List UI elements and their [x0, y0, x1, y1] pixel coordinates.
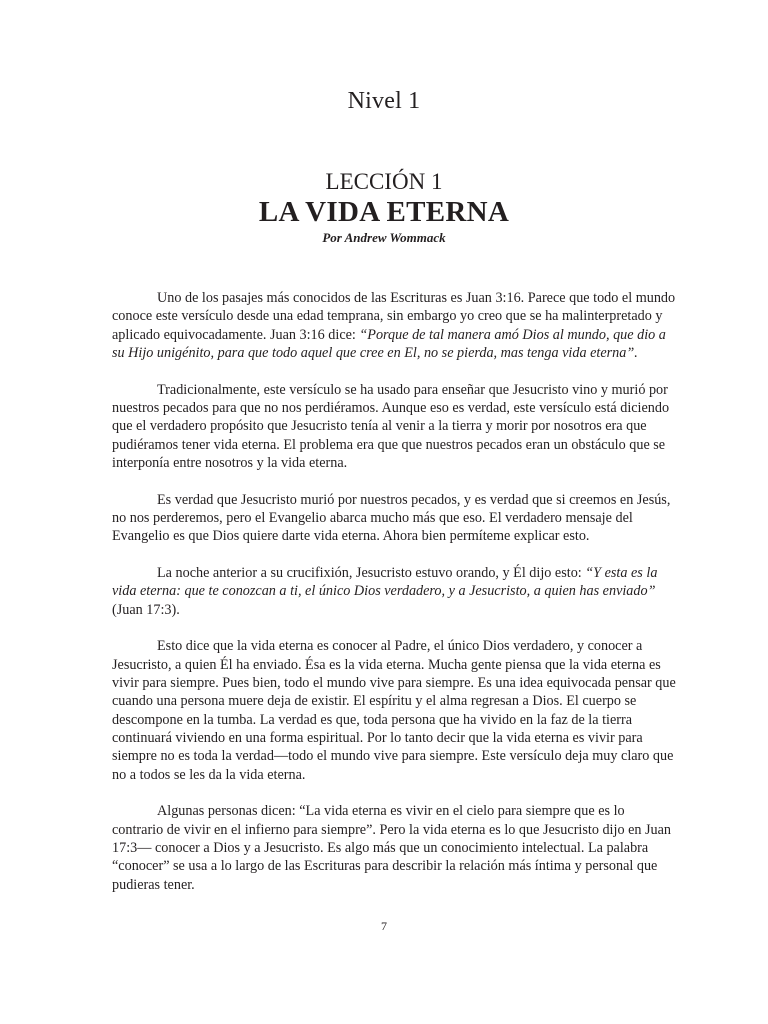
paragraph-1-quote: “Porque de tal manera amó Dios al mundo, que dio a su Hijo unigénito, para que todo aquel que cree en El, no se pierda, mas tenga vida eterna”. [112, 326, 666, 361]
paragraph-4 [112, 564, 679, 619]
lesson-title: LA VIDA ETERNA [258, 196, 510, 228]
paragraph-5-text: Esto dice que la vida eterna es conocer al Padre, el único Dios verdadero, y conocer a Jesucristo, a quien Él ha enviado. Ésa es la vida eterna. Mucha gente piensa que la vida eterna es vivir para siempre. Pues bien, todo el mundo vive para siempre. Es una idea equivocada pensar que cuando una persona muere deja de existir. El espíritu y el alma regresan a Dios. El cuerpo se descompone en la tumba. La verdad es que, toda persona que ha vivido en la faz de la tierra continuará viviendo en una forma espiritual. Por lo tanto decir que la vida eterna es vivir para siempre no es toda la verdad—todo el mundo vive para siempre. Este versículo deja muy claro que no a todos se les da la vida eterna. [112, 638, 676, 783]
paragraph-4-quote: “Y esta es la vida eterna: que te conozcan a ti, el único Dios verdadero, y a Jesucristo, a quien has enviado” [112, 565, 658, 600]
body-text [112, 289, 679, 912]
paragraph-2-text: Tradicionalmente, este versículo se ha usado para enseñar que Jesucristo vino y murió por nuestros pecados para que no nos perdiéramos. Aunque eso es verdad, este versículo está diciendo que el verdadero propósito que Jesucristo tenía al venir a la tierra y morir por nosotros era que pudiéramos tener vida eterna. El problema era que que nuestros pecados eran un obstáculo que se interponía entre nosotros y la vida eterna. [112, 381, 670, 471]
paragraph-5 [112, 637, 679, 783]
level-heading: Nivel 1 [347, 88, 421, 114]
lesson-number: LECCIÓN 1 [325, 169, 443, 194]
paragraph-1-text: Uno de los pasajes más conocidos de las Escrituras es Juan 3:16. Parece que todo el mundo conoce este versículo desde una edad temprana, sin embargo yo creo que se ha malinterpretado y aplicado equivocadamente. Juan 3:16 dice: [112, 290, 676, 343]
paragraph-6-text: Algunas personas dicen: “La vida eterna es vivir en el cielo para siempre que es lo contrario de vivir en el infierno para siempre”. Pero la vida eterna es lo que Jesucristo dijo en Juan 17:3— conocer a Dios y a Jesucristo. Es algo más que un conocimiento intelectual. La palabra “conocer” se usa a lo largo de las Escrituras para describir la relación más íntima y personal que pudieras tener. [112, 803, 672, 893]
paragraph-3-text: Es verdad que Jesucristo murió por nuestros pecados, y es verdad que si creemos en Jesús, no nos perderemos, pero el Evangelio abarca mucho más que eso. El verdadero mensaje del Evangelio es que Dios quiere darte vida eterna. Ahora bien permíteme explicar esto. [112, 491, 671, 545]
paragraph-3 [112, 491, 679, 546]
paragraph-4-text: La noche anterior a su crucifixión, Jesucristo estuvo orando, y Él dijo esto: [157, 565, 586, 582]
page-number: 7 [381, 919, 387, 933]
paragraph-1 [112, 289, 679, 362]
paragraph-4-tail: (Juan 17:3). [112, 601, 180, 618]
paragraph-2 [112, 381, 679, 472]
paragraph-6 [112, 802, 679, 893]
author-byline: Por Andrew Wommack [322, 230, 446, 245]
